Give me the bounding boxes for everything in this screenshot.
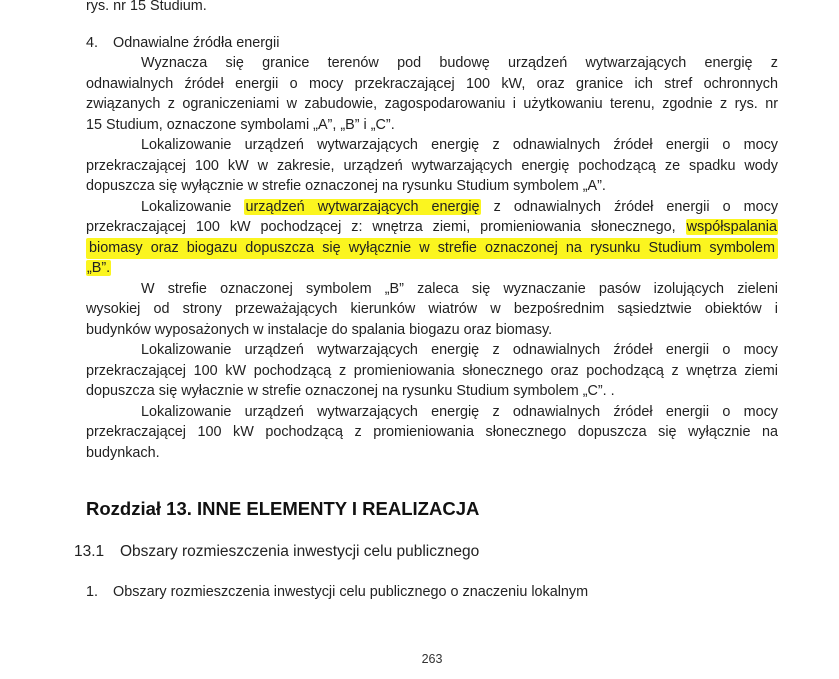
highlight-biomasy: biomasy oraz biogazu dopuszcza się wyłącznie w strefie oznaczonej na rysunku Studium symbolem bbox=[86, 238, 778, 259]
p1-line-1: Wyznacza się granice terenów pod budowę urządzeń wytwarzających energię z bbox=[141, 55, 778, 71]
section-number: 13.1 bbox=[74, 543, 105, 560]
p3-text-1a: Lokalizowanie bbox=[141, 199, 232, 215]
p6-line-1: Lokalizowanie urządzeń wytwarzających energię z odnawialnych źródeł energii o mocy bbox=[141, 404, 778, 420]
p4-line-3: budynków wyposażonych w instalacje do spalania biogazu oraz biomasy. bbox=[86, 322, 553, 338]
p2-line-2: przekraczającej 100 kW w zakresie, urządzeń wytwarzających energię pochodzącą ze spadku wody bbox=[86, 158, 778, 174]
p3-line-4 bbox=[86, 258, 778, 279]
p3-line-1 bbox=[141, 197, 778, 218]
chapter-heading bbox=[86, 498, 479, 520]
list-item-number: 1. bbox=[86, 584, 99, 600]
list-item bbox=[86, 584, 588, 600]
page-number: 263 bbox=[421, 652, 443, 666]
p6-line-3: budynkach. bbox=[86, 445, 160, 461]
chapter-title: INNE ELEMENTY I REALIZACJA bbox=[197, 498, 480, 519]
p3-line-2 bbox=[86, 217, 778, 238]
p4-line-2: wysokiej od strony przeważających kierunków wiatrów w bezpośrednim sąsiedztwie obiektów i bbox=[86, 301, 778, 317]
list-item-title: Obszary rozmieszczenia inwestycji celu publicznego o znaczeniu lokalnym bbox=[113, 584, 589, 600]
p3-text-1b: z odnawialnych źródeł energii o mocy bbox=[493, 199, 778, 215]
p5-line-2: przekraczającej 100 kW pochodzącą z promieniowania słonecznego oraz pochodzącą z wnętrza ziemi bbox=[86, 363, 778, 379]
highlight-wspolspalania: współspalania bbox=[686, 219, 778, 235]
p6-line-2: przekraczającej 100 kW pochodzącą z promieniowania słonecznego dopuszcza się wyłącznie na bbox=[86, 424, 778, 440]
p1-line-4: 15 Studium, oznaczone symbolami „A”, „B” i „C”. bbox=[86, 117, 395, 133]
highlight-urzadzen: urządzeń wytwarzających energię bbox=[245, 199, 480, 215]
list-heading-number: 4. bbox=[86, 35, 99, 51]
chapter-label: Rozdział 13. bbox=[86, 498, 192, 519]
p1-line-3: związanych z ograniczeniami w zabudowie, zagospodarowaniu i użytkowaniu terenu, zgodnie z rys. nr bbox=[86, 96, 778, 112]
p3-text-2a: przekraczającej 100 kW pochodzącej z: wnętrza ziemi, promieniowania słonecznego, bbox=[86, 219, 676, 235]
p2-line-1: Lokalizowanie urządzeń wytwarzających energię z odnawialnych źródeł energii o mocy bbox=[141, 137, 778, 153]
p3-line-3 bbox=[86, 238, 778, 259]
section-title: Obszary rozmieszczenia inwestycji celu publicznego bbox=[120, 543, 480, 560]
list-heading bbox=[86, 33, 778, 54]
p5-line-3: dopuszcza się wyłacznie w strefie oznaczonej na rysunku Studium symbolem „C”. . bbox=[86, 383, 615, 399]
top-fragment: rys. nr 15 Studium. bbox=[86, 0, 207, 14]
p5-line-1: Lokalizowanie urządzeń wytwarzających energię z odnawialnych źródeł energii o mocy bbox=[141, 342, 778, 358]
list-heading-label: Odnawialne źródła energii bbox=[113, 35, 280, 51]
highlight-symbol-b: „B”. bbox=[87, 260, 111, 276]
p1-line-2: odnawialnych źródeł energii o mocy przekraczającej 100 kW, oraz granice ich stref ochronnych bbox=[86, 76, 778, 92]
p4-line-1: W strefie oznaczonej symbolem „B” zaleca się wyznaczanie pasów izolujących zieleni bbox=[141, 281, 778, 297]
section-heading bbox=[74, 543, 479, 561]
p2-line-3: dopuszcza się wyłącznie w strefie oznaczonej na rysunku Studium symbolem „A”. bbox=[86, 178, 606, 194]
